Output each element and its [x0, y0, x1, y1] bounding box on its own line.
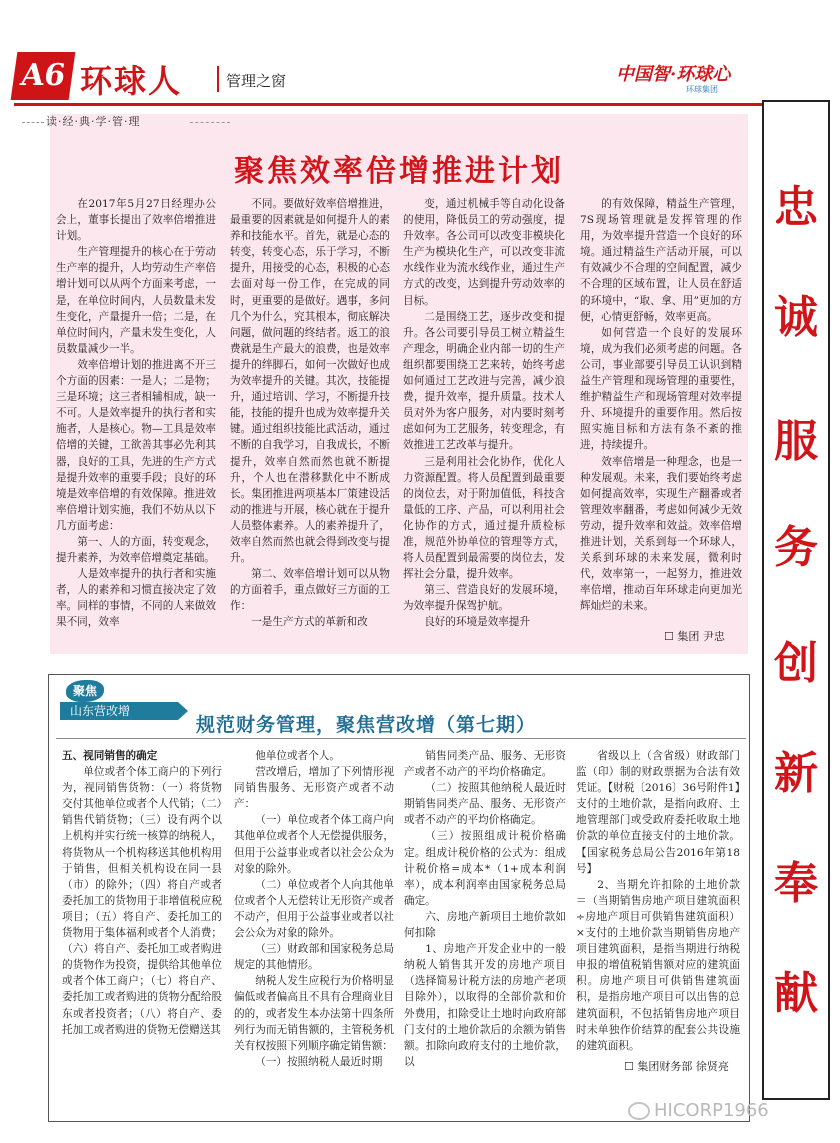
- paragraph: （二）按照其他纳税人最近时期销售同类产品、服务、无形资产或者不动产的平均价格确定。: [404, 782, 566, 827]
- header-divider: [217, 66, 219, 92]
- paragraph: （三）按照组成计税价格确定。组成计税价格的公式为：组成计税价格=成本*（1+成本利润率），成本利润率由国家税务总局确定。: [404, 830, 566, 907]
- article-column-1: [56, 196, 216, 644]
- paragraph: 良好的环境是效率提升: [424, 616, 531, 629]
- article-column-3: [403, 196, 565, 644]
- paragraph: 二是围绕工艺，逐步改变和提升。各公司要引导员工树立精益生产理念，明确企业内部一切的生产组织都要围绕工艺来转，始终考虑如何通过工艺改进与完善，减少浪费，提升效率，提升质量。技术人员对外为客户服务，对内要时刻考虑如何为工艺服务，转变理念，有效推进工艺改革与提升。: [403, 310, 565, 452]
- strip-dash-right: [190, 122, 230, 123]
- finance-title: 规范财务管理，聚焦营改增（第七期）: [196, 714, 537, 736]
- newspaper-logo: 环球人: [80, 62, 183, 100]
- paragraph: 效率倍增计划的推进离不开三个方面的因素：一是人；二是物；三是环境；这三者相辅相成，缺一不可。人是效率提升的执行者和实施者，人是核心。物—工具是效率倍增的关键，工欲善其事必先利其器，良好的工具，先进的生产方式是提升效率的重要手段；良好的环境是效率倍增的有效保障。推进效率倍增计划实施，我们不妨从以下几方面考虑：: [56, 358, 216, 532]
- slogan-char-6: 新: [774, 748, 818, 799]
- slogan-char-3: 服: [774, 416, 818, 467]
- paragraph: 1、房地产开发企业中的一般纳税人销售其开发的房地产项目（选择简易计税方法的房地产老项目除外），以取得的全部价款和价外费用，扣除受让土地时向政府部门支付的土地价款后的余额为销售额。扣除向政府支付的土地价款，以: [404, 943, 566, 1068]
- focus-ribbon: 山东营改增: [60, 702, 178, 720]
- slogan-logo-sub: 环球集团: [686, 85, 718, 94]
- paragraph: 纳税人发生应税行为价格明显偏低或者偏高且不具有合理商业目的的，或者发生本办法第十四条所列行为而无销售额的，主管税务机关有权按照下列顺序确定销售额：: [234, 975, 394, 1052]
- section-name: 管理之窗: [226, 72, 287, 90]
- paragraph: 三是利用社会化协作，优化人力资源配置。将人员配置到最重要的岗位去，对于附加值低，科技含量低的工序、产品，可以利用社会化协作的方式，通过提升质检标准，规范外协单位的管理等方式，将人员配置到最需要的岗位去，发挥社会分量，提升效率。: [403, 455, 565, 581]
- focus-badge: 聚焦: [66, 680, 104, 702]
- slogan-char-8: 献: [774, 968, 818, 1019]
- paragraph: 如何营造一个良好的发展环境，成为我们必须考虑的问题。各公司，事业部要引导员工认识到精益生产管理和现场管理的重要性，维护精益生产和现场管理对效率提升、环境提升的重要作用。然后按照实施目标和方法有条不紊的推进，持续提升。: [580, 326, 742, 452]
- slogan-char-5: 创: [774, 638, 818, 689]
- read-classics-label: 读·经·典·学·管·理: [46, 115, 141, 128]
- finance-column-1: [62, 748, 222, 1068]
- page-number-tag: A6: [11, 52, 76, 100]
- paragraph: 六、房地产新项目土地价款如何扣除: [404, 910, 566, 940]
- paragraph: （一）单位或者个体工商户向其他单位或者个人无偿提供服务，但用于公益事业或者以社会公众为对象的除外。: [234, 814, 394, 875]
- paragraph: 不同。要做好效率倍增推进，最重要的因素就是如何提升人的素养和技能水平。首先，就是心态的转变，转变心态，乐于学习，不断提升，用接受的心态，积极的心态去面对每一份工作，在完成的同时，更重要的是做好。遇事，多问几个为什么，究其根本，彻底解决问题，做问题的终结者。返工的浪费就是生产最大的浪费，也是效率提升的绊脚石，如何一次做好也成为效率提升的关键。其次，技能提升，通过培训、学习，不断提升技能，技能的提升也成为效率提升关键。通过组织技能比武活动，通过不断的自我学习，自我成长，不断提升，效率自然而然也就不断提升，个人也在潜移默化中不断成长。集团推进两项基本厂策建设活动的推进与开展，核心就在于提升人员整体素养。人的素养提升了，效率自然而然也就会得到改变与提升。: [230, 198, 390, 565]
- wechat-icon: [628, 1102, 650, 1120]
- paragraph: 在2017年5月27日经理办公会上，董事长提出了效率倍增推进计划。: [56, 198, 216, 243]
- article-title: 聚焦效率倍增推进计划: [234, 154, 564, 189]
- finance-column-4: [576, 748, 740, 1054]
- slogan-char-7: 奉: [774, 858, 818, 909]
- strip-dash-left: [22, 122, 44, 123]
- paragraph: 效率倍增是一种理念，也是一种发展观。未来，我们要始终考虑如何提高效率，实现生产翻番或者管理效率翻番，考虑如何减少无效劳动，提升效率和效益。效率倍增推进计划，关系到每一个环球人，关系到环球的未来发展，微利时代，效率第一，一起努力，推进效率倍增，推动百年环球走向更加光辉灿烂的未来。: [580, 455, 742, 613]
- paragraph: 第一、人的方面，转变观念，提升素养，为效率倍增奠定基础。: [56, 535, 216, 565]
- finance-column-1-text: 单位或者个体工商户的下列行为，视同销售货物：（一）将货物交付其他单位或者个人代销；（二）销售代销货物；（三）设有两个以上机构并实行统一核算的纳税人，将货物从一个机构移送其他机构用于销售，但相关机构设在同一县（市）的除外；（四）将自产或者委托加工的货物用于非增值税应税项目；（五）将自产、委托加工的货物用于集体福利或者个人消费；（六）将自产、委托加工或者购进的货物作为投资，提供给其他单位或者个体工商户；（七）将自产、委托加工或者购进的货物分配给股东或者投资者；（八）将自产、委托加工或者购进的货物无偿赠送其: [62, 766, 222, 1036]
- slogan-char-4: 务: [774, 522, 818, 573]
- paragraph: 生产管理提升的核心在于劳动生产率的提升，人均劳动生产率倍增计划可以从两个方面来考虑，一是，在单位时间内，人员数量未发生变化，产量提升一倍；二是，在单位时间内，产量未发生变化，人员数量减少一半。: [56, 246, 216, 355]
- paragraph: 营改增后，增加了下列情形视同销售服务、无形资产或者不动产：: [234, 766, 394, 811]
- paragraph: 变，通过机械手等自动化设备的使用，降低员工的劳动强度，提升效率。各公司可以改变非模块化生产为模块化生产，可以改变非流水线作业为流水线作业，通过生产方式的改变，达到提升劳动效率的目标。: [403, 198, 565, 307]
- paragraph: 他单位或者个人。: [255, 750, 340, 762]
- finance-column-3: [404, 748, 566, 1074]
- watermark: HICORP1966: [654, 1100, 769, 1121]
- paragraph: 第二、效率倍增计划可以从物的方面着手，重点做好三方面的工作：: [230, 568, 390, 613]
- paragraph: 第三、营造良好的发展环境，为效率提升保驾护航。: [403, 584, 565, 613]
- paragraph: 销售同类产品、服务、无形资产或者不动产的平均价格确定。: [404, 750, 566, 779]
- article-column-2: [230, 196, 390, 644]
- paragraph: 的有效保障，精益生产管理，7S现场管理就是发挥管理的作用，为效率提升营造一个良好的环境。通过精益生产活动开展，可以有效减少不合理的空间配置，减少不合理的区域布置，让人员在舒适的环境中，“取、拿、用”更加的方便，心情更舒畅，效率更高。: [580, 198, 742, 323]
- finance-title-rule: [56, 738, 746, 739]
- slogan-char-1: 忠: [774, 182, 818, 233]
- paragraph: 人是效率提升的执行者和实施者，人的素养和习惯直接决定了效率。同样的事情，不同的人来做效果不同，效率: [56, 568, 216, 629]
- paragraph: （二）单位或者个人向其他单位或者个人无偿转让无形资产或者不动产，但用于公益事业或者以社会公众为对象的除外。: [234, 878, 394, 940]
- paragraph: （一）按照纳税人最近时期: [255, 1055, 383, 1068]
- slogan-logo: 中国智·环球心: [616, 64, 731, 85]
- paragraph: 省级以上（含省级）财政部门监（印）制的财政票据为合法有效凭证。【财税〔2016〕36号附件1】支付的土地价款，是指向政府、土地管理部门或受政府委托收取土地价款的单位直接支付的土地价款。【国家税务总局公告2016年第18号】: [576, 750, 740, 875]
- article-author: ☐ 集团 尹忠: [664, 630, 725, 643]
- paragraph: 一是生产方式的革新和改: [251, 616, 368, 629]
- article-column-4: [580, 196, 742, 624]
- finance-heading: 五、视同销售的确定: [62, 750, 158, 762]
- ribbon-arrow-icon: [178, 702, 188, 720]
- finance-column-2: [234, 748, 394, 1074]
- read-classics-strip: [22, 110, 222, 134]
- finance-author: ☐ 集团财务部 徐贤亮: [624, 1060, 729, 1073]
- paragraph: 2、当期允许扣除的土地价款＝（当期销售房地产项目建筑面积÷房地产项目可供销售建筑面积）×支付的土地价款当期销售房地产项目建筑面积，是指当期进行纳税申报的增值税销售额对应的建筑面积。房地产项目可供销售建筑面积，是指房地产项目可以出售的总建筑面积，不包括销售房地产项目时未单独作价结算的配套公共设施的建筑面积。: [576, 878, 740, 1052]
- header-rule: [14, 103, 770, 106]
- paragraph: （三）财政部和国家税务总局规定的其他情形。: [234, 943, 394, 972]
- slogan-side-banner: [762, 100, 830, 1100]
- slogan-char-2: 诚: [774, 292, 818, 343]
